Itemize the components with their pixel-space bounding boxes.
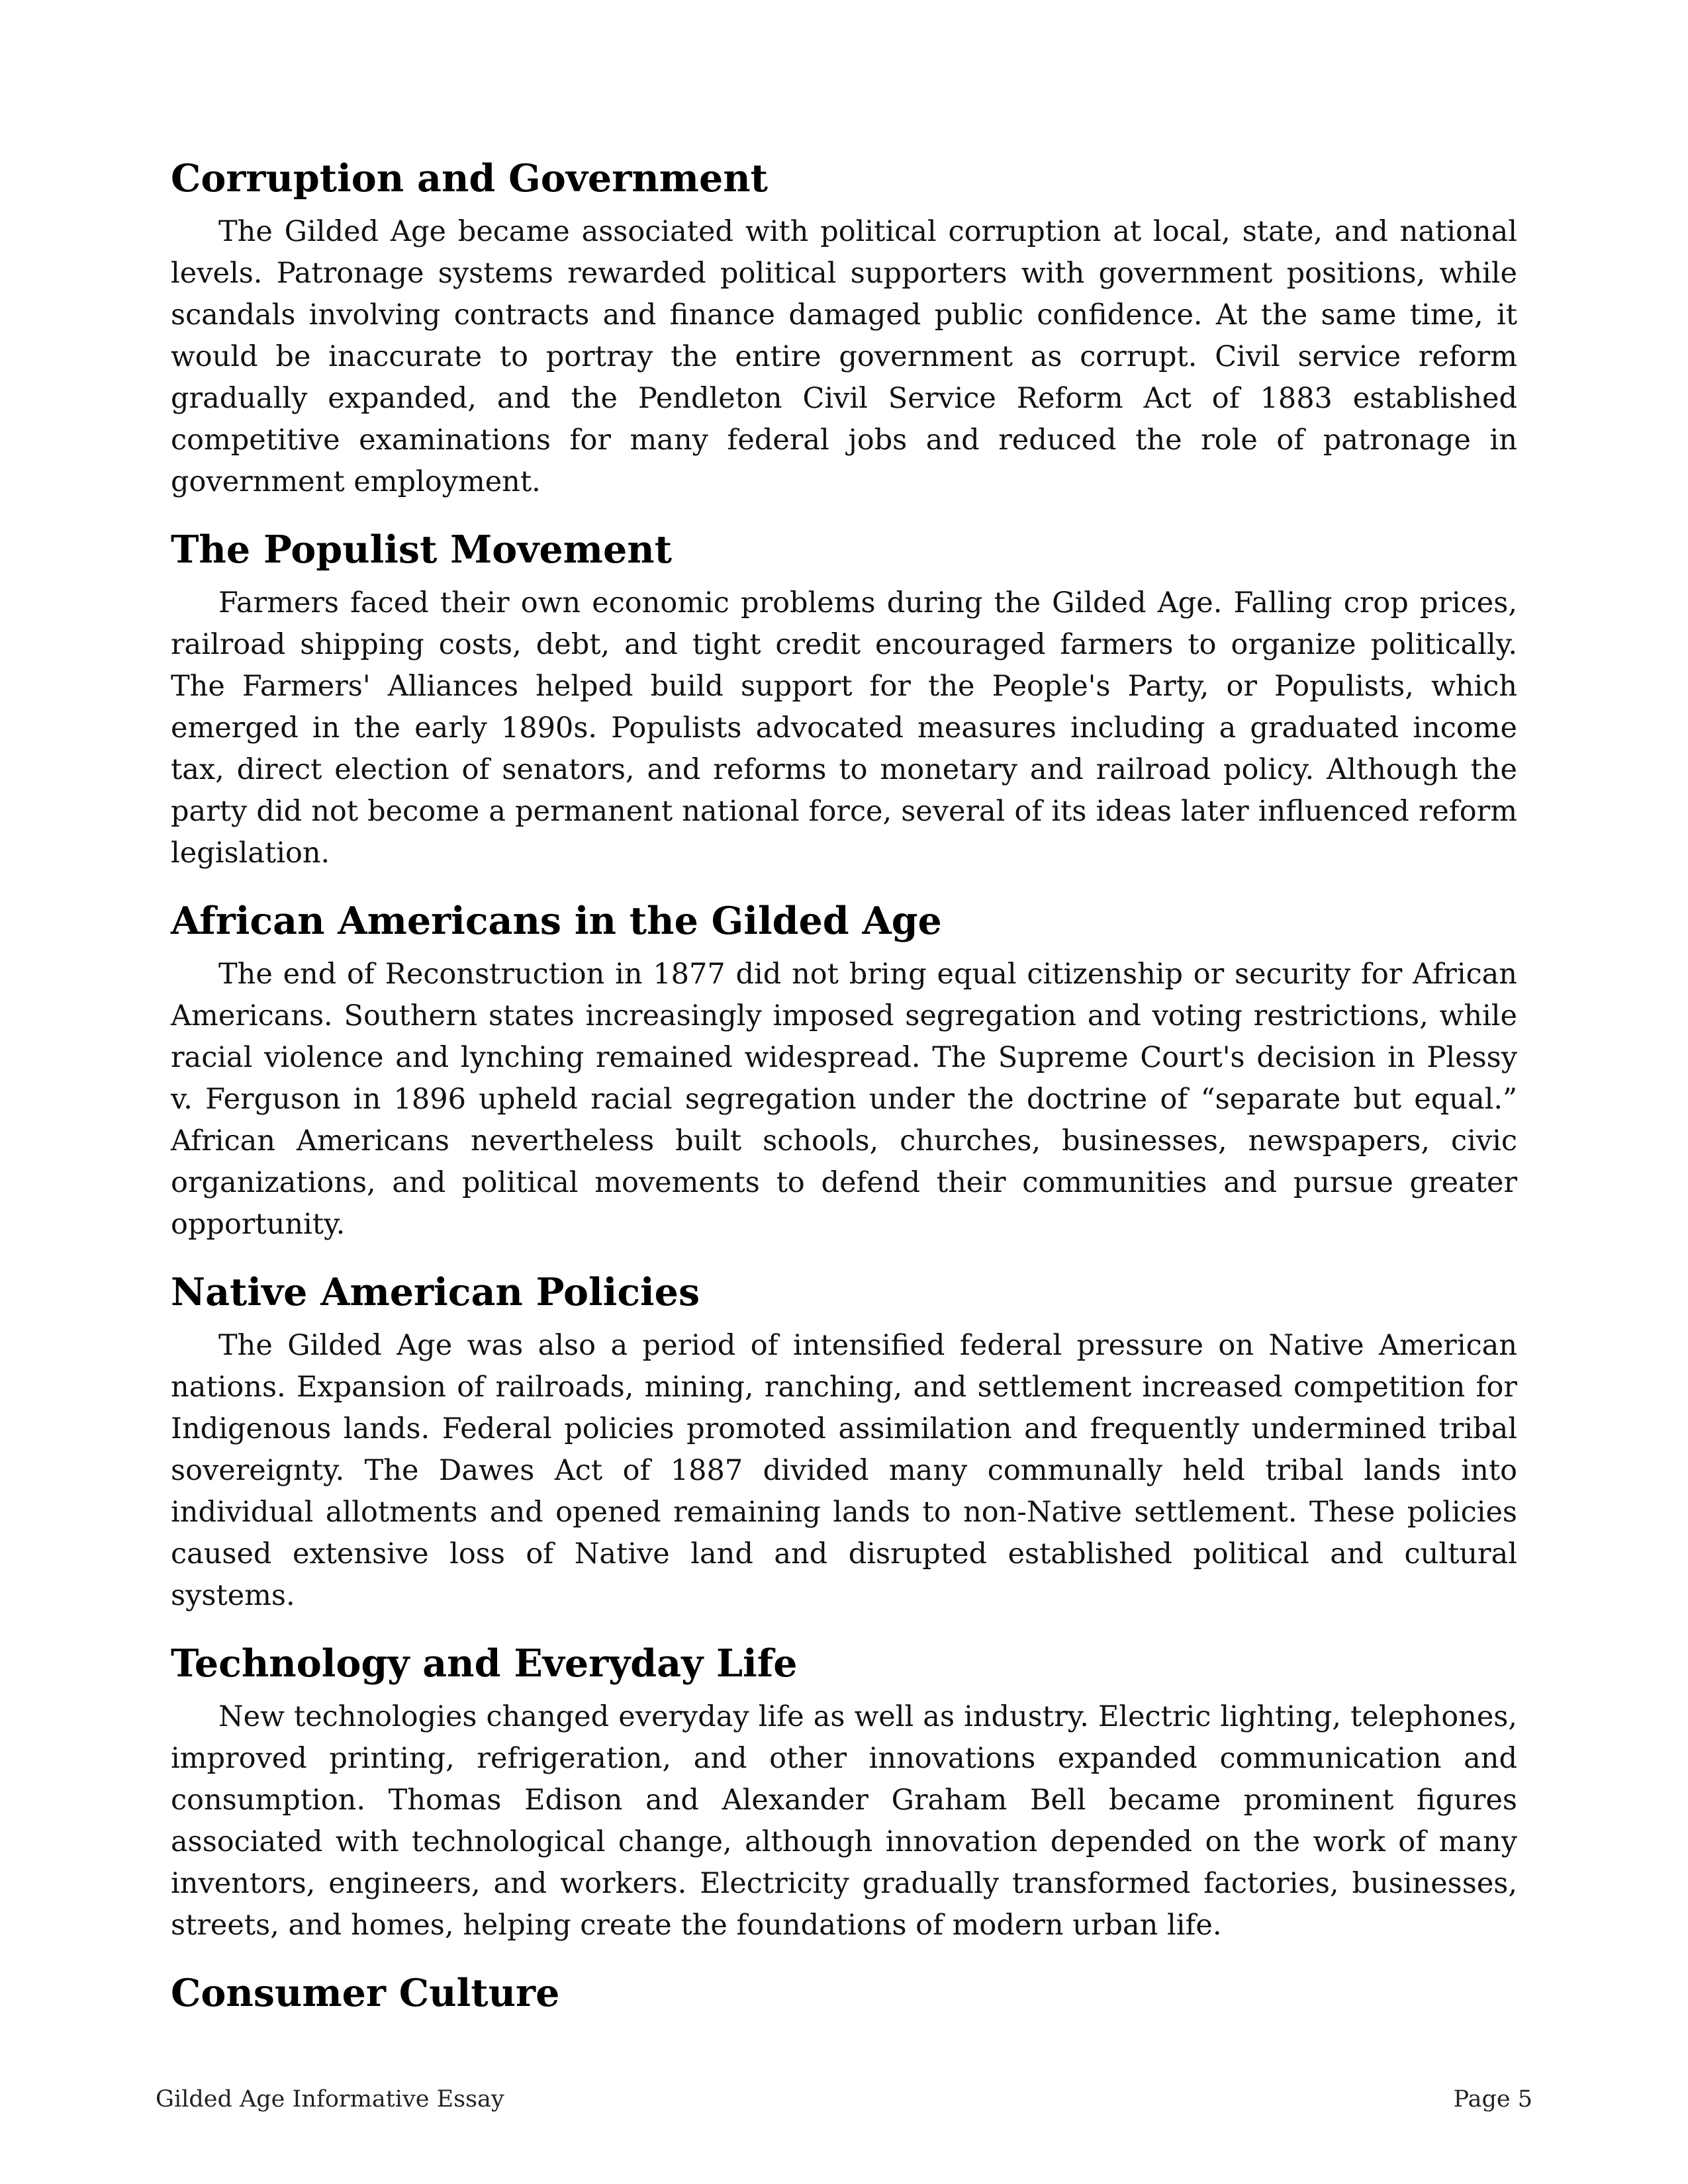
section-heading: Native American Policies bbox=[171, 1270, 700, 1314]
section-heading: Technology and Everyday Life bbox=[171, 1641, 798, 1686]
section-native-american-policies bbox=[171, 1269, 1517, 1617]
section-paragraph: Farmers faced their own economic problems during the Gilded Age. Falling crop prices, railroad shipping costs, debt, and tight credit encouraged farmers to organize politically. The Farmers' Alliances helped build support for the People's Party, or Populists, which emerged in the early 1890s. Populists advocated measures including a graduated income tax, direct election of senators, and reforms to monetary and railroad policy. Although the party did not become a permanent national force, several of its ideas later influenced reform legislation. bbox=[171, 586, 1517, 870]
footer-document-title: Gilded Age Informative Essay bbox=[156, 2086, 504, 2113]
section-african-americans bbox=[171, 898, 1517, 1246]
section-consumer-culture bbox=[171, 1970, 1517, 2017]
section-paragraph: The end of Reconstruction in 1877 did not bring equal citizenship or security for African Americans. Southern states increasingly imposed segregation and voting restrictions, while racial violence and lynching remained widespread. The Supreme Court's decision in Plessy v. Ferguson in 1896 upheld racial segregation under the doctrine of “separate but equal.” African Americans nevertheless built schools, churches, businesses, newspapers, civic organizations, and political movements to defend their communities and pursue greater opportunity. bbox=[171, 958, 1517, 1241]
section-heading: The Populist Movement bbox=[171, 527, 673, 572]
section-heading: Corruption and Government bbox=[171, 156, 769, 201]
section-corruption-and-government bbox=[171, 156, 1517, 503]
document-body bbox=[171, 156, 1517, 2026]
section-heading: African Americans in the Gilded Age bbox=[171, 899, 942, 943]
section-populist-movement bbox=[171, 527, 1517, 874]
section-paragraph: New technologies changed everyday life as well as industry. Electric lighting, telephones, improved printing, refrigeration, and other innovations expanded communication and consumption. Thomas Edison and Alexander Graham Bell became prominent figures associated with technological change, although innovation depended on the work of many inventors, engineers, and workers. Electricity gradually transformed factories, businesses, streets, and homes, helping create the foundations of modern urban life. bbox=[171, 1700, 1517, 1942]
section-heading: Consumer Culture bbox=[171, 1971, 560, 2015]
section-technology-and-everyday-life bbox=[171, 1641, 1517, 1946]
section-paragraph: The Gilded Age became associated with political corruption at local, state, and national levels. Patronage systems rewarded political supporters with government positions, while scandals involving contracts and finance damaged public confidence. At the same time, it would be inaccurate to portray the entire government as corrupt. Civil service reform gradually expanded, and the Pendleton Civil Service Reform Act of 1883 established competitive examinations for many federal jobs and reduced the role of patronage in government employment. bbox=[171, 215, 1517, 498]
footer-page-number: Page 5 bbox=[1453, 2086, 1532, 2113]
section-paragraph: The Gilded Age was also a period of intensified federal pressure on Native American nations. Expansion of railroads, mining, ranching, and settlement increased competition for Indigenous lands. Federal policies promoted assimilation and frequently undermined tribal sovereignty. The Dawes Act of 1887 divided many communally held tribal lands into individual allotments and opened remaining lands to non-Native settlement. These policies caused extensive loss of Native land and disrupted established political and cultural systems. bbox=[171, 1329, 1517, 1612]
